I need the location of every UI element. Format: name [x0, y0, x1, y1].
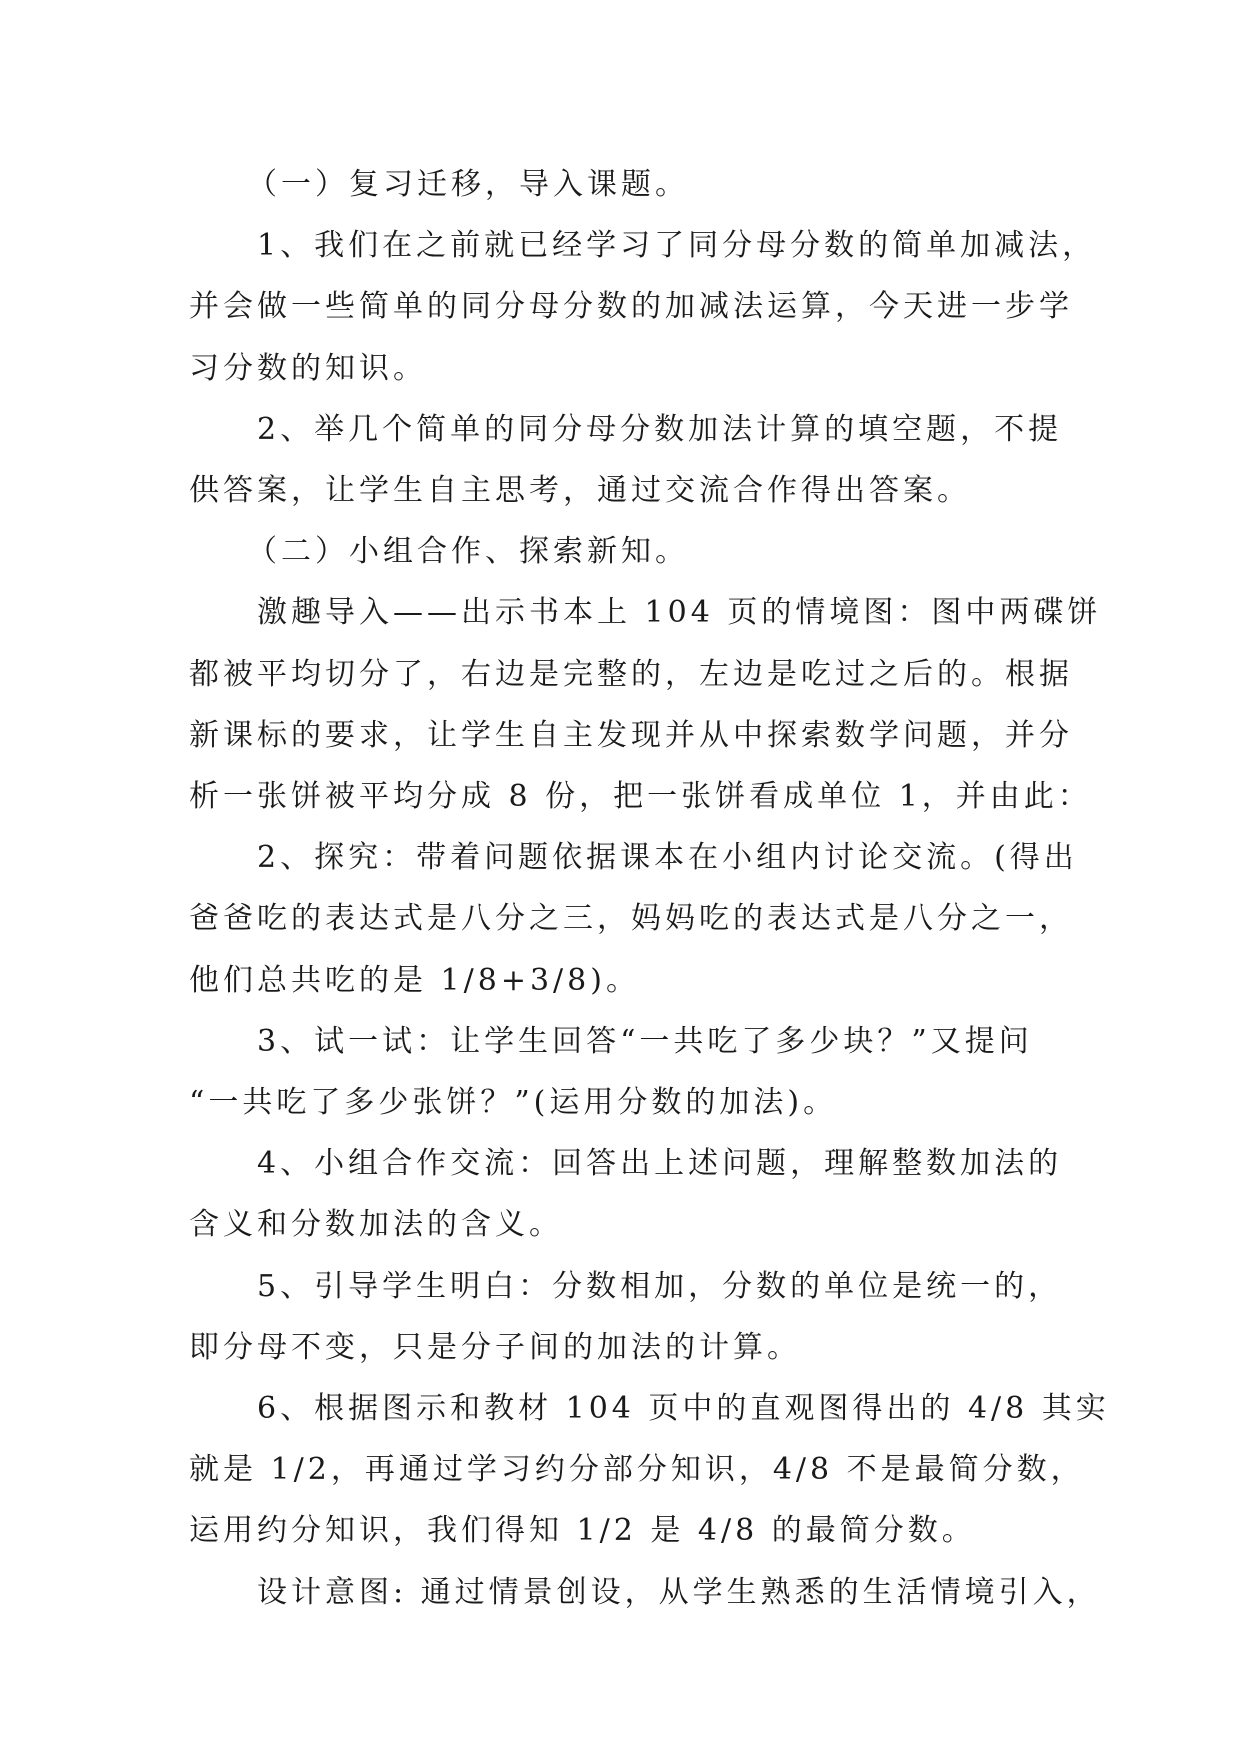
text-line: 并会做一些简单的同分母分数的加减法运算，今天进一步学	[189, 289, 1073, 325]
paragraph-guide	[189, 1256, 1063, 1378]
paragraph-explore	[189, 827, 1078, 1011]
text-line: 1、我们在之前就已经学习了同分母分数的简单加减法，	[257, 228, 1097, 264]
paragraph-try	[189, 1011, 1059, 1133]
text-line: 习分数的知识。	[189, 350, 427, 386]
paragraph-intro	[189, 582, 1102, 827]
paragraph-group	[189, 1133, 1063, 1255]
document-body	[189, 154, 1110, 1623]
text-line: 激趣导入——出示书本上 104 页的情境图：图中两碟饼	[257, 595, 1102, 631]
text-line: 新课标的要求，让学生自主发现并从中探索数学问题，并分	[189, 717, 1073, 753]
text-line: 含义和分数加法的含义。	[189, 1207, 563, 1243]
text-line: 就是 1/2，再通过学习约分部分知识，4/8 不是最简分数，	[189, 1452, 1085, 1488]
text-line: 2、举几个简单的同分母分数加法计算的填空题，不提	[257, 411, 1063, 447]
text-line: “一共吃了多少张饼？”(运用分数的加法)。	[189, 1085, 838, 1121]
section-heading-1	[189, 154, 1059, 215]
text-line: 5、引导学生明白：分数相加，分数的单位是统一的，	[257, 1268, 1063, 1304]
text-line: 析一张饼被平均分成 8 份，把一张饼看成单位 1，并由此：	[189, 779, 1092, 815]
paragraph-design-intent	[189, 1562, 1101, 1623]
text-line: 他们总共吃的是 1/8+3/8)。	[189, 962, 640, 998]
text-line: 4、小组合作交流：回答出上述问题，理解整数加法的	[257, 1146, 1063, 1182]
text-line: 爸爸吃的表达式是八分之三，妈妈吃的表达式是八分之一，	[189, 901, 1073, 937]
paragraph-review-2	[189, 399, 1063, 521]
paragraph-simplify	[189, 1378, 1110, 1562]
paragraph-review-1	[189, 215, 1097, 399]
text-line: 都被平均切分了，右边是完整的，左边是吃过之后的。根据	[189, 656, 1073, 692]
text-line: （一）复习迁移，导入课题。	[247, 167, 689, 202]
text-line: （二）小组合作、探索新知。	[247, 534, 689, 570]
text-line: 6、根据图示和教材 104 页中的直观图得出的 4/8 其实	[257, 1391, 1110, 1427]
text-line: 即分母不变，只是分子间的加法的计算。	[189, 1329, 801, 1365]
text-line: 运用约分知识，我们得知 1/2 是 4/8 的最简分数。	[189, 1513, 976, 1549]
text-line: 供答案，让学生自主思考，通过交流合作得出答案。	[189, 473, 971, 509]
text-line: 设计意图: 通过情景创设，从学生熟悉的生活情境引入，	[257, 1574, 1101, 1610]
section-heading-2	[189, 521, 1059, 582]
text-line: 2、探究：带着问题依据课本在小组内讨论交流。(得出	[257, 840, 1078, 876]
text-line: 3、试一试：让学生回答“一共吃了多少块？”又提问	[257, 1023, 1033, 1059]
